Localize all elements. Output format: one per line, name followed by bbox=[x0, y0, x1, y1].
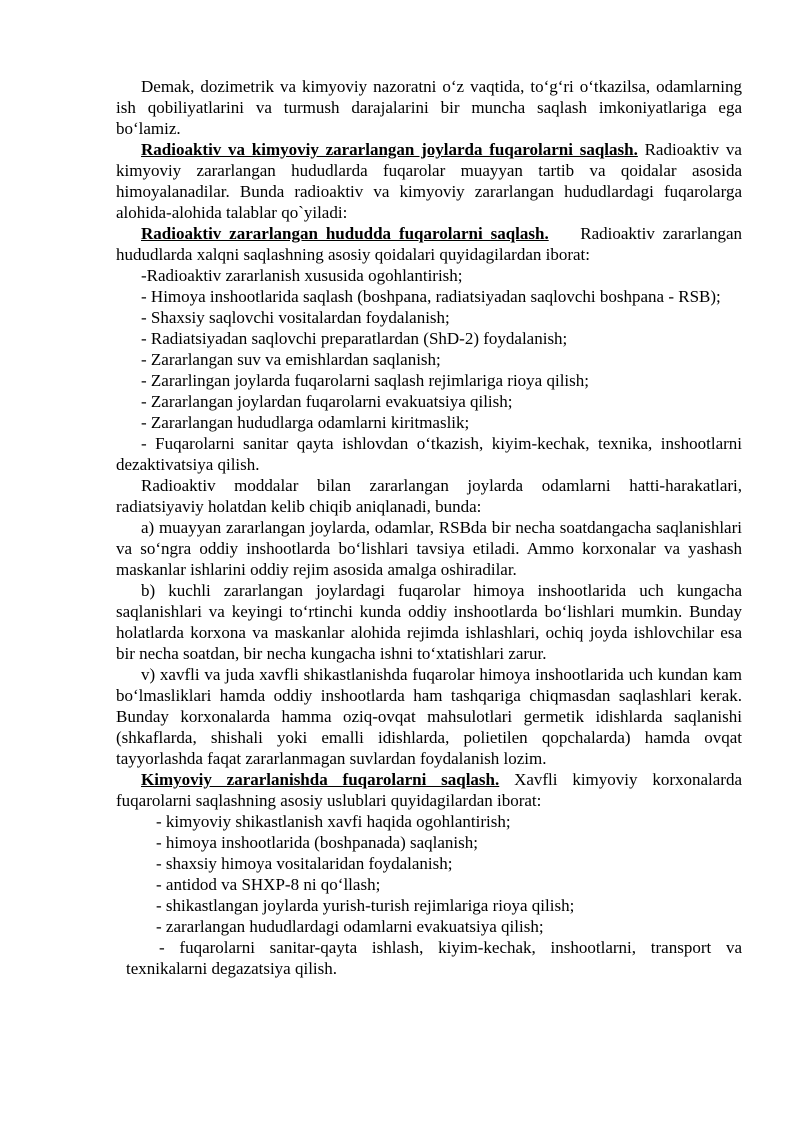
list-item: - shikastlangan joylarda yurish-turish rejimlariga rioya qilish; bbox=[156, 896, 575, 915]
list-item: - Radiatsiyadan saqlovchi preparatlardan (ShD-2) foydalanish; bbox=[141, 329, 568, 348]
list-item: - Fuqarolarni sanitar qayta ishlovdan o‘tkazish, kiyim-kechak, texnika, inshootlarni dezaktivatsiya qilish. bbox=[116, 434, 742, 474]
section-text: Xavfli kimyoviy korxonalarda fuqarolarni saqlashning asosiy uslublari quyidagilardan iborat: bbox=[116, 770, 743, 810]
document-page bbox=[116, 76, 742, 979]
list-item: - Zararlangan suv va emishlardan saqlanish; bbox=[141, 350, 441, 369]
list-item: - zararlangan hududlardagi odamlarni evakuatsiya qilish; bbox=[156, 917, 544, 936]
list-item: - fuqarolarni sanitar-qayta ishlash, kiyim-kechak, inshootlarni, transport va texnikalarni degazatsiya qilish. bbox=[126, 938, 742, 978]
paragraph: b) kuchli zararlangan joylardagi fuqarolar himoya inshootlarida uch kungacha saqlanishlari va keyingi to‘rtinchi kunda oddiy inshootlarda bo‘lishlari mumkin. Bunday holatlarda korxona va maskanlar alohida rejimda ishlashlari, ochiq joyda ishlovchilar esa bir necha soatdan, bir necha kungacha ishni to‘xtatishlari zarur. bbox=[116, 581, 742, 663]
list-item: -Radioaktiv zararlanish xususida ogohlantirish; bbox=[141, 266, 463, 285]
paragraph: a) muayyan zararlangan joylarda, odamlar, RSBda bir necha soatdangacha saqlanishlari va so‘ngra oddiy inshootlarda bo‘lishlari tavsiya etiladi. Ammo korxonalar va yashash maskanlar ishlarini oddiy rejim asosida amalga oshiradilar. bbox=[116, 518, 742, 579]
list-item: - antidod va SHXP-8 ni qo‘llash; bbox=[156, 875, 381, 894]
section-radioactive-chemical bbox=[116, 139, 742, 223]
list-item: - Zararlangan joylardan fuqarolarni evakuatsiya qilish; bbox=[141, 392, 513, 411]
list-item: - himoya inshootlarida (boshpanada) saqlanish; bbox=[156, 833, 478, 852]
list-item: - Shaxsiy saqlovchi vositalardan foydalanish; bbox=[141, 308, 450, 327]
intro-paragraph: Demak, dozimetrik va kimyoviy nazoratni o‘z vaqtida, to‘g‘ri o‘tkazilsa, odamlarning ish qobiliyatlarini va turmush darajalarini bir muncha saqlash imkoniyatlariga ega bo‘lamiz. bbox=[116, 77, 742, 138]
list-item: - Zararlangan hududlarga odamlarni kiritmaslik; bbox=[141, 413, 470, 432]
paragraph: v) xavfli va juda xavfli shikastlanishda fuqarolar himoya inshootlarida uch kundan kam bo‘lmasliklari hamda oddiy inshootlarda ham tashqariga chiqmasdan saqlashlari kerak. Bunday korxonalarda hamma oziq-ovqat mahsulotlari germetik idishlarda saqlanishi (shkaflarda, shishali yoki emalli idishlarda, polietilen qopchalarda) hamda ovqat tayyorlashda faqat zararlanmagan suvlardan foydalanish lozim. bbox=[116, 665, 742, 768]
paragraph: Radioaktiv moddalar bilan zararlangan joylarda odamlarni hatti-harakatlari, radiatsiyaviy holatdan kelib chiqib aniqlanadi, bunda: bbox=[116, 476, 742, 516]
list-item: - Zararlingan joylarda fuqarolarni saqlash rejimlariga rioya qilish; bbox=[141, 371, 589, 390]
section-heading: Radioaktiv va kimyoviy zararlangan joylarda fuqarolarni saqlash. bbox=[141, 140, 638, 159]
section-radioactive bbox=[116, 223, 742, 265]
list-item: - Himoya inshootlarida saqlash (boshpana, radiatsiyadan saqlovchi boshpana - RSB); bbox=[141, 287, 721, 306]
section-heading: Radioaktiv zararlangan hududda fuqarolarni saqlash. bbox=[141, 224, 549, 243]
section-text: Radioaktiv va kimyoviy zararlangan hududlarda fuqarolar muayyan tartib va qoidalar asosida himoyalanadilar. Bunda radioaktiv va kimyoviy zararlangan hududlardagi fuqarolarga alohida-alohida talablar qo`yiladi: bbox=[116, 140, 742, 222]
section-chemical bbox=[116, 769, 742, 811]
list-item: - shaxsiy himoya vositalaridan foydalanish; bbox=[156, 854, 453, 873]
section-text: Radioaktiv zararlangan hududlarda xalqni saqlashning asosiy qoidalari quyidagilardan iborat: bbox=[116, 224, 743, 264]
list-item: - kimyoviy shikastlanish xavfi haqida ogohlantirish; bbox=[156, 812, 511, 831]
section-heading: Kimyoviy zararlanishda fuqarolarni saqlash. bbox=[141, 770, 500, 789]
